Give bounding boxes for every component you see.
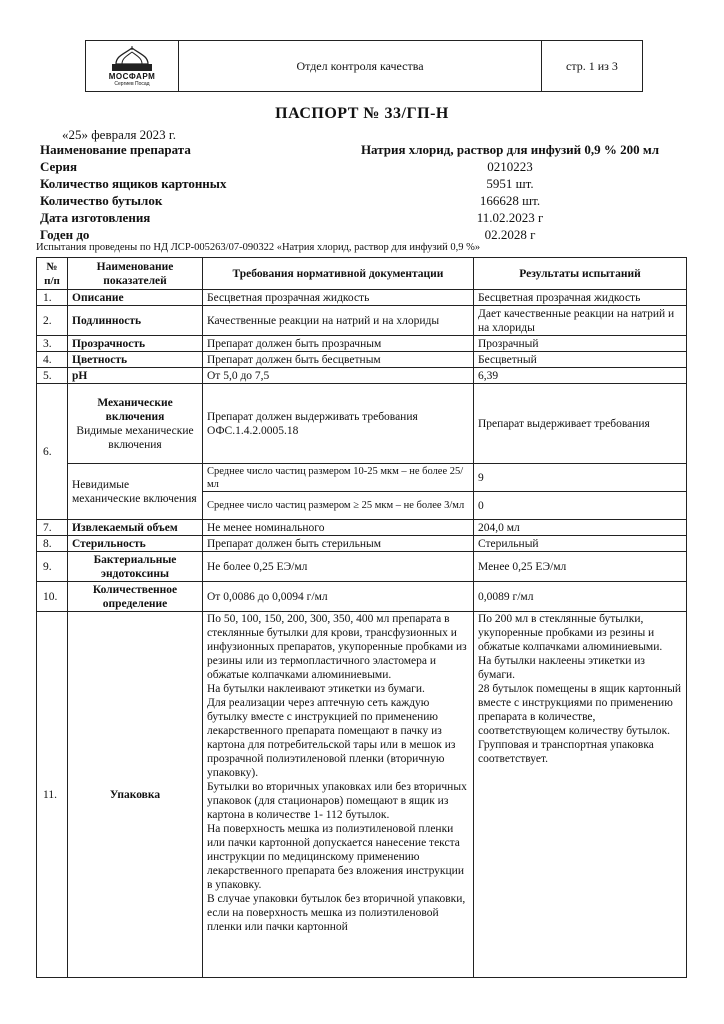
row-res: Дает качественные реакции на натрий и на хлориды	[474, 306, 687, 336]
row-name: Подлинность	[68, 306, 203, 336]
info-row-expiry	[40, 226, 680, 243]
document-header	[85, 40, 643, 92]
table-row	[37, 384, 687, 464]
logo-subtitle: Сергиев Посад	[114, 80, 150, 87]
row-res: 0,0089 г/мл	[474, 582, 687, 612]
visible-inclusions-label: Видимые механические включения	[76, 424, 194, 451]
table-row	[37, 520, 687, 536]
row-name	[68, 384, 203, 464]
row-req: Среднее число частиц размером 10-25 мкм – не более 25/мл	[203, 464, 474, 492]
invisible-inclusions-label: Невидимые механические включения	[68, 464, 203, 520]
row-num: 9.	[37, 552, 68, 582]
header-req: Требования нормативной документации	[203, 258, 474, 290]
header-res: Результаты испытаний	[474, 258, 687, 290]
info-label: Количество ящиков картонных	[40, 176, 227, 191]
info-row-boxes	[40, 175, 680, 192]
info-value: 5951 шт.	[486, 176, 534, 191]
passport-title: ПАСПОРТ № 33/ГП-Н	[275, 105, 449, 122]
table-row	[37, 352, 687, 368]
row-name: Количественное определение	[68, 582, 203, 612]
table-row	[37, 306, 687, 336]
row-req: Среднее число частиц размером ≥ 25 мкм – не более 3/мл	[203, 492, 474, 520]
info-value: 0210223	[487, 159, 533, 174]
row-name: Упаковка	[68, 612, 203, 978]
row-name: Цветность	[68, 352, 203, 368]
row-req: Качественные реакции на натрий и на хлориды	[203, 306, 474, 336]
header-num: № п/п	[37, 258, 68, 290]
row-res: Бесцветная прозрачная жидкость	[474, 290, 687, 306]
row-res: Препарат выдерживает требования	[474, 384, 687, 464]
info-value: 02.2028 г	[484, 227, 536, 242]
logo-dome-icon	[102, 46, 162, 72]
row-res: 6,39	[474, 368, 687, 384]
info-label: Наименование препарата	[40, 142, 191, 157]
info-row-series	[40, 158, 680, 175]
row-res: Стерильный	[474, 536, 687, 552]
row-res: Менее 0,25 ЕЭ/мл	[474, 552, 687, 582]
table-row	[37, 464, 687, 492]
row-name: Прозрачность	[68, 336, 203, 352]
table-row	[37, 336, 687, 352]
row-name: Стерильность	[68, 536, 203, 552]
info-label: Количество бутылок	[40, 193, 163, 208]
table-row	[37, 290, 687, 306]
mech-inclusions-title: Механические включения	[97, 396, 173, 423]
row-num: 4.	[37, 352, 68, 368]
product-info	[40, 141, 680, 243]
row-num: 5.	[37, 368, 68, 384]
row-name: pH	[68, 368, 203, 384]
table-row	[37, 536, 687, 552]
info-value: 11.02.2023 г	[476, 210, 544, 225]
row-res: 204,0 мл	[474, 520, 687, 536]
row-num: 2.	[37, 306, 68, 336]
info-label: Серия	[40, 159, 78, 174]
row-res: 0	[474, 492, 687, 520]
passport-date: «25» февраля 2023 г.	[62, 127, 177, 142]
table-row	[37, 612, 687, 978]
row-req: От 5,0 до 7,5	[203, 368, 474, 384]
info-label: Годен до	[40, 227, 90, 242]
row-name: Описание	[68, 290, 203, 306]
info-row-bottles	[40, 192, 680, 209]
row-num: 1.	[37, 290, 68, 306]
row-name: Бактериальные эндотоксины	[68, 552, 203, 582]
tests-note: Испытания проведены по НД ЛСР-005263/07-090322 «Натрия хлорид, раствор для инфузий 0,9 %»	[36, 242, 481, 253]
row-res: Прозрачный	[474, 336, 687, 352]
row-req: Бесцветная прозрачная жидкость	[203, 290, 474, 306]
row-num: 7.	[37, 520, 68, 536]
test-results-table	[36, 257, 687, 978]
row-req: Препарат должен быть стерильным	[203, 536, 474, 552]
row-num: 6.	[37, 384, 68, 520]
row-req: По 50, 100, 150, 200, 300, 350, 400 мл препарата в стеклянные бутылки для крови, трансфузионных и инфузионных препаратов, укупоренные пробками из резины или из термопластичного эластомера и обжатые колпачками алюминиевыми. На бутылки наклеивают этикетки из бумаги. Для реализации через аптечную сеть каждую бутылку вместе с инструкцией по применению лекарственного препарата помещают в пачку из картона для потребительской тары или в мешок из прозрачной полиэтиленовой пленки (вторичную упаковку). Бутылки во вторичных упаковках или без вторичных упаковок (для стационаров) помещают в ящик из картона в количестве 1- 112 бутылок. На поверхность мешка из полиэтиленовой пленки или пачки картонной допускается нанесение текста инструкции по медицинскому применению лекарственного препарата без вложения инструкции в упаковку. В случае упаковки бутылок без вторичной упаковки, если на поверхность мешка из полиэтиленовой пленки или пачки картонной	[203, 612, 474, 978]
row-res: По 200 мл в стеклянные бутылки, укупоренные пробками из резины и обжатые колпачками алюминиевыми. На бутылки наклеены этикетки из бумаги. 28 бутылок помещены в ящик картонный вместе с инструкциями по применению препарата в количестве, соответствующем количеству бутылок. Групповая и транспортная упаковка соответствует.	[474, 612, 687, 978]
row-num: 10.	[37, 582, 68, 612]
header-name: Наименование показателей	[68, 258, 203, 290]
info-value: 166628 шт.	[479, 193, 541, 208]
info-value: Натрия хлорид, раствор для инфузий 0,9 % 200 мл	[360, 142, 660, 157]
department-title: Отдел контроля качества	[179, 41, 542, 91]
info-label: Дата изготовления	[40, 210, 151, 225]
row-req: Препарат должен быть бесцветным	[203, 352, 474, 368]
row-req: Не более 0,25 ЕЭ/мл	[203, 552, 474, 582]
row-num: 11.	[37, 612, 68, 978]
row-req: От 0,0086 до 0,0094 г/мл	[203, 582, 474, 612]
row-name: Извлекаемый объем	[68, 520, 203, 536]
row-res: Бесцветный	[474, 352, 687, 368]
row-res: 9	[474, 464, 687, 492]
row-req: Препарат должен быть прозрачным	[203, 336, 474, 352]
info-row-name	[40, 141, 680, 158]
row-req: Препарат должен выдерживать требования ОФС.1.4.2.0005.18	[203, 384, 474, 464]
table-row	[37, 582, 687, 612]
table-row	[37, 552, 687, 582]
row-num: 8.	[37, 536, 68, 552]
row-req: Не менее номинального	[203, 520, 474, 536]
table-header-row	[37, 258, 687, 290]
page-number: стр. 1 из 3	[566, 58, 618, 73]
info-row-manufactured	[40, 209, 680, 226]
logo-name: МОСФАРМ	[108, 71, 156, 81]
company-logo	[86, 41, 179, 91]
row-num: 3.	[37, 336, 68, 352]
table-row	[37, 368, 687, 384]
